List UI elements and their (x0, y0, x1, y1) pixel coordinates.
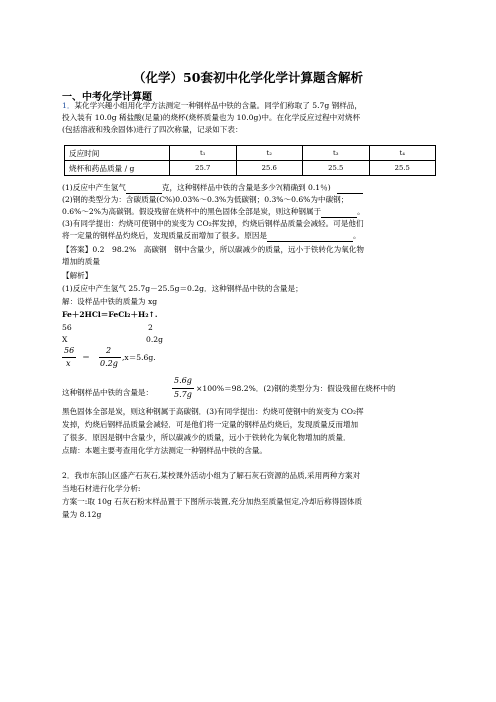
sub1-text-a: (1)反应中产生氢气 (62, 183, 126, 192)
fraction-result: ,x＝5.6g. (122, 353, 156, 362)
answer-blank (267, 233, 353, 242)
analysis-line-5: 了很多．原因是钢中含量少，所以碳减少的质量，远小于铁转化为氧化物增加的质量． (62, 433, 351, 442)
analysis-line-3: 黑色固体全部是炭，则这种钢属于高碳钢．(3)有同学提出：灼烧可使钢中的炭变为 CO₂挥 (62, 407, 364, 416)
fraction-c-bar (172, 388, 194, 389)
sub3b-text-b: 。 (353, 231, 361, 240)
analysis-line-2: 解：设样品中铁的质量为 xg (62, 297, 158, 306)
analysis-tag: 【解析】 (62, 271, 93, 280)
answer-blank (321, 209, 357, 218)
table-cell: t₄ (369, 146, 436, 161)
answer-line-1: 【答案】0.2 98.2% 高碳钢 钢中含量少，所以碳减少的质量，远小于铁转化为氧化物 (62, 245, 364, 254)
page-title: （化学）50套初中化学化学计算题含解析 (133, 70, 363, 85)
answer-blank (337, 185, 363, 194)
section-heading: 一、中考化学计算题 (62, 92, 152, 103)
table-header-row (65, 146, 436, 161)
answer-line-2: 增加的质量 (62, 257, 100, 266)
q2-line3: 方案一:取 10g 石灰石粉末样品置于下图所示装置,充分加热至质量恒定,冷却后称得固体质 (62, 497, 363, 506)
table-cell: t₂ (236, 146, 303, 161)
mass-h2: 0.2g (146, 335, 163, 344)
q1-sub3b (62, 230, 361, 242)
table-cell: 25.5 (369, 161, 436, 176)
q1-number: 1． (62, 101, 75, 110)
comment-line: 点睛：本题主要考查用化学方法测定一种钢样品中铁的含量。 (62, 446, 268, 455)
fraction-a-denominator: x (66, 359, 71, 368)
analysis-line-1: (1)反应中产生氢气 25.7g－25.5g＝0.2g．这种钢样品中铁的含量是； (62, 284, 303, 293)
sub2b-text-a: 0.6%～2%为高碳钢。假设残留在烧杯中的黑色固体全部是炭，则这种钢属于 (62, 207, 322, 216)
sub2b-text-b: 。 (357, 207, 365, 216)
molar-mass-h2: 2 (148, 323, 153, 332)
variable-x: X (62, 335, 68, 344)
q1-sub3: (3)有同学提出：灼烧可使钢中的炭变为 CO₂挥发掉，灼烧后钢样品质量会减轻。可是他们 (62, 219, 364, 228)
table-cell: 反应时间 (65, 146, 170, 161)
sub1-text-b: 克，这种钢样品中铁的含量是多少?(精确到 0.1％) (161, 183, 331, 192)
q1-sub1 (62, 182, 363, 194)
equals-sign: ＝ (82, 353, 90, 362)
fraction-b-bar (99, 357, 121, 358)
table-cell: t₁ (170, 146, 237, 161)
q2-line2: 当地石材进行化学分析: (62, 484, 141, 493)
q2-line4: 量为 8.12g (62, 510, 102, 519)
q1-text-1: 某化学兴趣小组用化学方法测定一种钢样品中铁的含量。同学们称取了 5.7g 钢样品， (74, 101, 362, 110)
table-row (65, 161, 436, 176)
content-pre: 这种钢样品中铁的含量是： (62, 388, 154, 397)
fraction-c-numerator: 5.6g (174, 376, 192, 385)
analysis-line-4: 发掉，灼烧后钢样品质量会减轻．可是他们将一定量的钢样品灼烧后，发现质量反而增加 (62, 420, 359, 429)
answer-blank (126, 185, 162, 194)
table-cell: 烧杯和药品质量 / g (65, 161, 170, 176)
table-cell: 25.6 (236, 161, 303, 176)
q1-line1 (62, 100, 362, 112)
table-cell: t₃ (303, 146, 370, 161)
molar-mass-fe: 56 (62, 323, 72, 332)
record-table (64, 145, 436, 176)
table-cell: 25.5 (303, 161, 370, 176)
sub3b-text-a: 将一定量的钢样品灼烧后，发现质量反而增加了很多。原因是 (62, 231, 268, 240)
fraction-b-denominator: 0.2g (100, 359, 118, 368)
q1-line3: (包括溶液和残余固体)进行了四次称量，记录如下表： (62, 125, 243, 134)
chemical-equation: Fe＋2HCl＝FeCl₂＋H₂↑. (62, 310, 158, 319)
q1-sub2: (2)钢的类型分为：含碳质量(C%)0.03%～0.3%为低碳钢；0.3%～0.6%为中碳钢； (62, 195, 349, 204)
table-cell: 25.7 (170, 161, 237, 176)
fraction-a-numerator: 56 (64, 346, 75, 355)
q1-sub2b (62, 206, 365, 218)
fraction-b-numerator: 2 (106, 346, 112, 355)
fraction-a-bar (62, 357, 76, 358)
q2-line1: 2．我市东部山区盛产石灰石,某校课外活动小组为了解石灰石资源的品质,采用两种方案对 (62, 471, 361, 480)
q1-line2: 投入装有 10.0g 稀盐酸(足量)的烧杯(烧杯质量也为 10.0g)中。在化学反应过程中对烧杯 (62, 113, 361, 122)
fraction-c-denominator: 5.7g (174, 390, 192, 399)
content-post: ×100%＝98.2%．(2)钢的类型分为：假设残留在烧杯中的 (196, 384, 396, 393)
